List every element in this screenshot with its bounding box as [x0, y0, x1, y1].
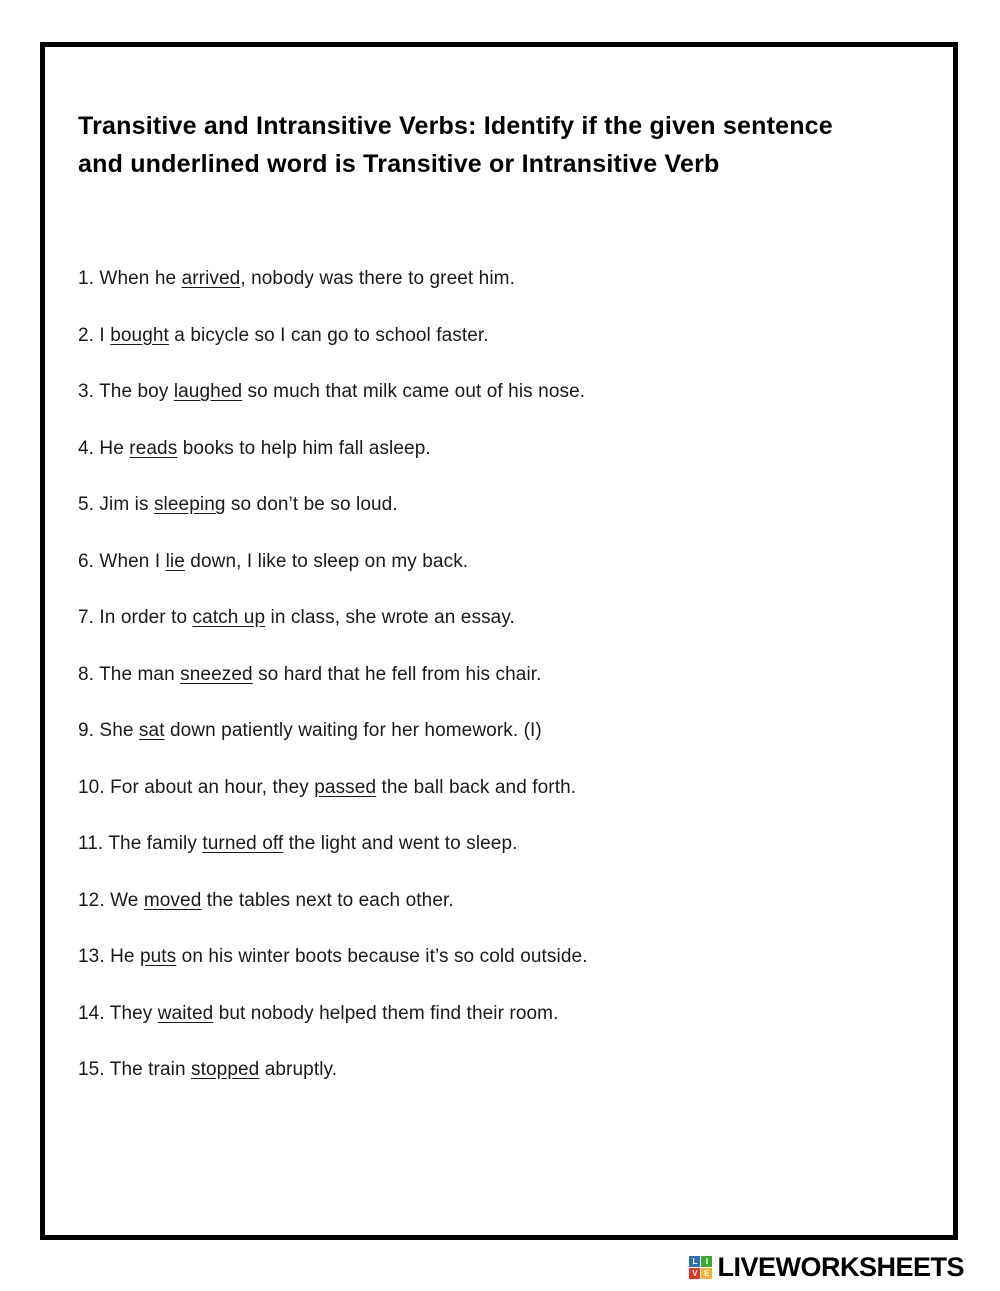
sentence-list — [78, 269, 913, 1080]
sentence-item — [78, 552, 913, 572]
underlined-word: bought — [110, 324, 169, 346]
sentence-item — [78, 439, 913, 459]
sentence-text-before: 14. They — [78, 1002, 158, 1024]
underlined-word: waited — [157, 1002, 214, 1024]
footer — [689, 1249, 964, 1285]
underlined-word: catch up — [192, 607, 266, 628]
sentence-text-after: abruptly. — [259, 1059, 338, 1080]
sentence-text-before: 9. She — [78, 720, 139, 741]
sentence-text-after: the ball back and forth. — [376, 776, 577, 798]
sentence-text-before: 7. In order to — [78, 607, 193, 628]
sentence-item — [78, 891, 913, 911]
underlined-word: puts — [139, 946, 177, 967]
sentence-text-before: 12. We — [78, 889, 144, 911]
logo-cell-top-right: I — [701, 1256, 712, 1267]
underlined-word: stopped — [191, 1059, 260, 1080]
sentence-text-before: 6. When I — [78, 550, 166, 572]
sentence-text-after: so don’t be so loud. — [225, 494, 398, 515]
sentence-item — [78, 1060, 913, 1080]
sentence-text-after: on his winter boots because it’s so cold outside. — [176, 946, 588, 967]
sentence-text-before: 10. For about an hour, they — [78, 776, 315, 798]
sentence-item — [78, 665, 913, 685]
underlined-word: moved — [143, 889, 202, 911]
sentence-item — [78, 326, 913, 346]
underlined-word: sleeping — [153, 494, 226, 515]
sentence-text-before: 1. When he — [78, 268, 182, 289]
sentence-text-before: 15. The train — [78, 1059, 192, 1080]
underlined-word: passed — [314, 776, 377, 798]
sentence-text-after: so much that milk came out of his nose. — [242, 381, 586, 402]
logo-cell-bottom-right: E — [701, 1268, 712, 1279]
sentence-text-before: 5. Jim is — [78, 494, 154, 515]
sentence-item — [78, 834, 913, 854]
logo-cell-top-left: L — [689, 1256, 700, 1267]
sentence-text-after: books to help him fall asleep. — [177, 437, 431, 459]
sentence-text-after: , nobody was there to greet him. — [240, 268, 515, 289]
liveworksheets-logo-icon — [689, 1256, 712, 1279]
underlined-word: lie — [165, 550, 185, 572]
sentence-text-before: 4. He — [78, 437, 130, 459]
sentence-text-before: 8. The man — [78, 663, 181, 685]
sentence-text-after: a bicycle so I can go to school faster. — [168, 324, 489, 346]
underlined-word: laughed — [173, 381, 243, 402]
logo-cell-bottom-left: V — [689, 1268, 700, 1279]
sentence-item — [78, 778, 913, 798]
brand-name: LIVEWORKSHEETS — [717, 1251, 964, 1282]
page-border-frame — [40, 42, 958, 1240]
sentence-text-before: 11. The family — [78, 833, 203, 854]
underlined-word: sat — [138, 720, 165, 741]
sentence-item — [78, 269, 913, 289]
sentence-text-before: 2. I — [78, 324, 111, 346]
underlined-word: turned off — [202, 833, 284, 854]
sentence-item — [78, 382, 913, 402]
sentence-text-after: the light and went to sleep. — [283, 833, 518, 854]
underlined-word: reads — [129, 437, 178, 459]
sentence-text-after: but nobody helped them find their room. — [213, 1002, 559, 1024]
sentence-item — [78, 1004, 913, 1024]
sentence-item — [78, 495, 913, 515]
underlined-word: sneezed — [180, 663, 253, 685]
sentence-text-after: in class, she wrote an essay. — [265, 607, 515, 628]
sentence-text-before: 13. He — [78, 946, 140, 967]
underlined-word: arrived — [181, 268, 241, 289]
worksheet-title: Transitive and Intransitive Verbs: Identify if the given sentence and underlined word is Transitive or Intransitive Verb — [78, 112, 833, 178]
sentence-text-after: down patiently waiting for her homework. (I) — [164, 720, 542, 741]
sentence-text-after: the tables next to each other. — [201, 889, 454, 911]
sentence-text-after: down, I like to sleep on my back. — [184, 550, 469, 572]
sentence-item — [78, 947, 913, 967]
sentence-item — [78, 721, 913, 741]
sentence-item — [78, 608, 913, 628]
sentence-text-before: 3. The boy — [78, 381, 174, 402]
sentence-text-after: so hard that he fell from his chair. — [252, 663, 542, 685]
